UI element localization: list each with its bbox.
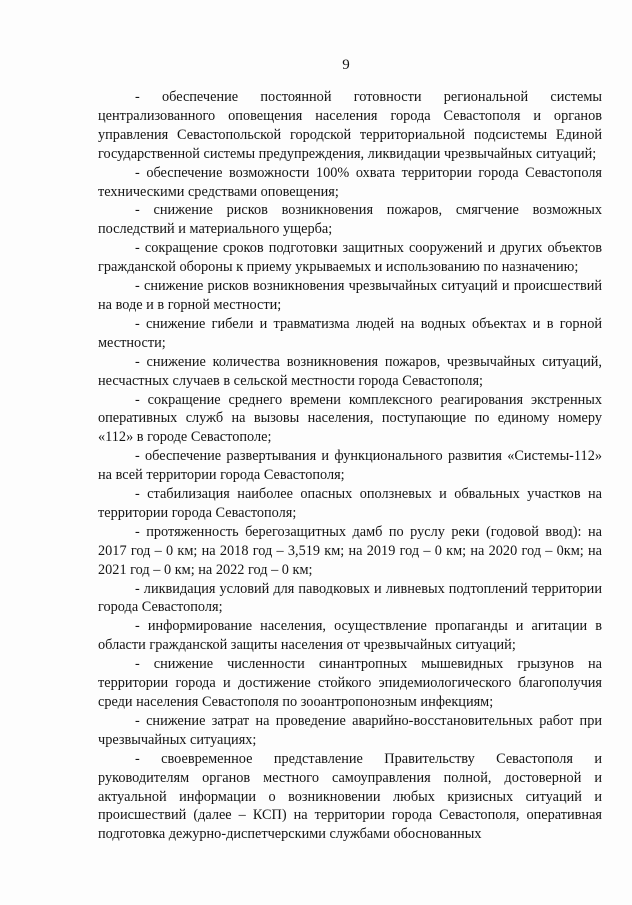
list-item: - своевременное представление Правительству Севастополя и руководителям органов местного самоуправления полной, достоверной и актуальной информации о возникновении любых кризисных ситуаций и происшествий (далее – КСП) на территории города Севастополя, оперативная подготовка дежурно-диспетчерскими службами обоснованных — [98, 750, 602, 843]
list-item: - сокращение сроков подготовки защитных сооружений и других объектов гражданской обороны к приему укрываемых и использованию по назначению; — [98, 240, 602, 276]
page-number: 9 — [342, 57, 350, 73]
list-item: - информирование населения, осуществление пропаганды и агитации в области гражданской защиты населения от чрезвычайных ситуаций; — [98, 618, 602, 654]
list-item: - снижение рисков возникновения пожаров, смягчение возможных последствий и материального ущерба; — [98, 202, 602, 238]
document-body — [98, 88, 602, 844]
list-item: - обеспечение постоянной готовности региональной системы централизованного оповещения населения города Севастополя и органов управления Севастопольской городской территориальной подсистемы Единой государственной системы предупреждения, ликвидации чрезвычайных ситуаций; — [98, 89, 602, 162]
list-item: - ликвидация условий для паводковых и ливневых подтоплений территории города Севастополя; — [98, 580, 602, 616]
list-item: - снижение рисков возникновения чрезвычайных ситуаций и происшествий на воде и в горной местности; — [98, 278, 602, 313]
list-item: - снижение затрат на проведение аварийно-восстановительных работ при чрезвычайных ситуациях; — [98, 712, 602, 748]
list-item: - сокращение среднего времени комплексного реагирования экстренных оперативных служб на вызовы населения, поступающие по единому номеру «112» в городе Севастополе; — [98, 391, 602, 446]
list-item: - снижение гибели и травматизма людей на водных объектах и в горной местности; — [98, 315, 602, 351]
list-item: - стабилизация наиболее опасных оползневых и обвальных участков на территории города Севастополя; — [98, 486, 602, 521]
list-item: - обеспечение развертывания и функционального развития «Системы-112» на всей территории города Севастополя; — [98, 448, 602, 484]
list-item: - снижение количества возникновения пожаров, чрезвычайных ситуаций, несчастных случаев в сельской местности города Севастополя; — [98, 353, 602, 389]
list-item: - обеспечение возможности 100% охвата территории города Севастополя техническими средствами оповещения; — [98, 164, 602, 200]
list-item: - снижение численности синантропных мышевидных грызунов на территории города и достижение стойкого эпидемиологического благополучия среди населения Севастополя по зооантропонозным инфекциям; — [98, 656, 602, 710]
list-item: - протяженность берегозащитных дамб по руслу реки (годовой ввод): на 2017 год – 0 км; на 2018 год – 3,519 км; на 2019 год – 0 км; на 2020 год – 0км; на 2021 год – 0 км; на 2022 год – 0 км; — [98, 523, 602, 578]
